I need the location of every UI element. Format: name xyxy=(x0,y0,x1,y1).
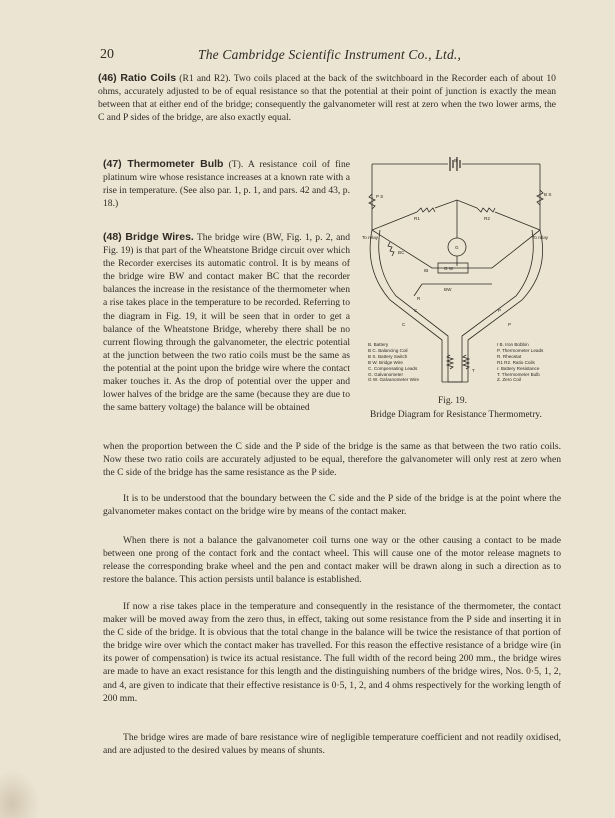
label-r1: R1 xyxy=(414,216,420,221)
text-bridge-wires-a: The bridge wire (BW, Fig. 1, p. 2, and Fig. 19) is that part of the Wheatstone Bridge circuit over which the Recorder exercises its automatic control. It is by means of the bridge wire BW and contact maker BC that the recorder balances the increase in the resistance of the thermometer when a rise takes place in the temperature to be recorded. Referring to the diagram in Fig. 19, it will be seen that in order to get a balance of the Wheatstone Bridge, whereby there shall be no current flowing through the galvanometer, the electric potential at the junction between the two ratio coils must be the same as the potential at the point upon the bridge wire where the contact maker touches it. As the drop of potential over the upper and lower halves of the bridge are the same (because they are due to the same battery voltage) the balance will be obtained xyxy=(103,232,350,414)
heading-bridge-wires: (48) Bridge Wires. xyxy=(103,231,194,243)
label-c-inner: C xyxy=(414,308,418,313)
label-ib: IB xyxy=(424,268,429,273)
label-g: G xyxy=(455,245,459,250)
legend-item: R. Rheostat xyxy=(497,353,522,359)
figure-caption: Bridge Diagram for Resistance Thermometry. xyxy=(370,410,542,420)
paragraph-ratio-coils xyxy=(98,72,556,124)
paragraph-bridge-wire-material: The bridge wires are made of bare resistance wire of negligible temperature coefficient and not readily oxidised, and are adjusted to the desired values by means of shunts. xyxy=(103,732,561,757)
page-number: 20 xyxy=(100,47,114,62)
figure-legend-right xyxy=(497,342,543,383)
label-to-relay-right: To relay xyxy=(532,235,549,240)
balancing-coil xyxy=(388,242,394,256)
label-bw: BW xyxy=(444,287,452,292)
text-thermometer-bulb: (T). A resistance coil of fine platinum wire whose resistance increases at a known rate with a rise in temperature. (See also par. 1, p. 1, and pars. 42 and 43, p. 18.) xyxy=(103,159,351,210)
legend-item: B W. Bridge Wire xyxy=(368,359,403,365)
legend-item: r. Battery Resistance xyxy=(497,365,540,371)
figure-number: Fig. 19. xyxy=(438,396,467,406)
ratio-coil-r2 xyxy=(477,208,495,212)
legend-item: Z. Zero Coil xyxy=(497,377,521,383)
label-r2: R2 xyxy=(484,216,490,221)
label-r: R xyxy=(417,296,421,301)
label-bc: BC xyxy=(398,250,405,255)
legend-item: G W. Galvanometer Wire xyxy=(368,377,420,383)
legend-item: B. Battery xyxy=(368,342,389,347)
legend-item: I B. Iron Bobbin xyxy=(497,342,529,347)
figure-caption-block xyxy=(370,394,570,422)
legend-item: T. Thermometer Bulb xyxy=(497,371,540,377)
paragraph-thermometer-bulb xyxy=(103,158,350,210)
label-gw: G W xyxy=(444,266,454,271)
label-c-left: C xyxy=(402,322,406,327)
label-to-relay-left: To relay xyxy=(362,235,379,240)
running-header-title: The Cambridge Scientific Instrument Co., Ltd., xyxy=(198,47,462,62)
label-bs: B S xyxy=(544,192,552,197)
ratio-coil-r1 xyxy=(417,208,435,212)
legend-item: B C. Balancing Coil xyxy=(368,347,408,353)
paragraph-balance: When there is not a balance the galvanometer coil turns one way or the other causing a contact to be made between one prong of the contact fork and the contact wheel. This will cause one of the motor release magnets to release the corresponding brake wheel and the pen and contact maker will be drawn along in such a direction as to restore the balance. This action persists until balance is established. xyxy=(103,535,561,586)
paragraph-temperature-rise: If now a rise takes place in the temperature and consequently in the resistance of the thermometer, the contact maker will be moved away from the zero thus, in effect, taking out some resistance from the P side and inserting it in the C side of the bridge. It is obvious that the total change in the balance will be twice the resistance of that portion of the bridge wire over which the contact maker has travelled. For this reason the effective resistance of a bridge wire (in its power of compensation) is twice its actual resistance. The full width of the record being 200 mm., the bridge wires are made to have an exact resistance for this length and the distinguishing numbers of the bridge wires, Nos. 0·5, 1, 2, and 4, are given to indicate that their effective resistance is 0·5, 1, 2, and 4 ohms respectively for the working length of 200 mm. xyxy=(103,601,561,704)
label-ps: P S xyxy=(376,194,384,199)
legend-item: G. Galvanometer xyxy=(368,371,403,377)
figure-legend-left xyxy=(368,342,419,383)
legend-item: R1 R2. Ratio Coils xyxy=(497,359,535,365)
label-t: T xyxy=(472,368,475,373)
text-ratio-coils: (R1 and R2). Two coils placed at the back of the switchboard in the Recorder each of about 10 ohms, accurately adjusted to be of equal resistance so that the potential at their point of junction is exactly the mean between that at either end of the bridge; consequently the galvanometer will rest at zero when the two lower arms, the C and P sides of the bridge, are also exactly equal. xyxy=(98,73,556,124)
heading-thermometer-bulb: (47) Thermometer Bulb xyxy=(103,158,224,170)
heading-ratio-coils: (46) Ratio Coils xyxy=(98,72,177,84)
label-p-right: P xyxy=(508,322,512,327)
label-p-inner: P xyxy=(498,308,502,313)
legend-item: B S. Battery Switch xyxy=(368,353,408,359)
legend-item: C. Compensating Leads xyxy=(368,365,418,371)
label-b: B xyxy=(454,158,458,163)
paragraph-bridge-wires-continued: when the proportion between the C side and the P side of the bridge is the same as that between the two ratio coils. Now these two ratio coils are accurately adjusted to be equal, therefore the galvanometer will only rest at zero when the C side of the bridge has the same resistance as the P side. xyxy=(103,441,561,479)
paragraph-bridge-wires xyxy=(103,231,350,414)
paragraph-boundary: It is to be understood that the boundary between the C side and the P side of the bridge is at the point where the galvanometer makes contact on the bridge wire by means of the contact maker. xyxy=(103,493,561,518)
paper-stain xyxy=(0,770,40,818)
legend-item: P. Thermometer Leads xyxy=(497,347,544,353)
